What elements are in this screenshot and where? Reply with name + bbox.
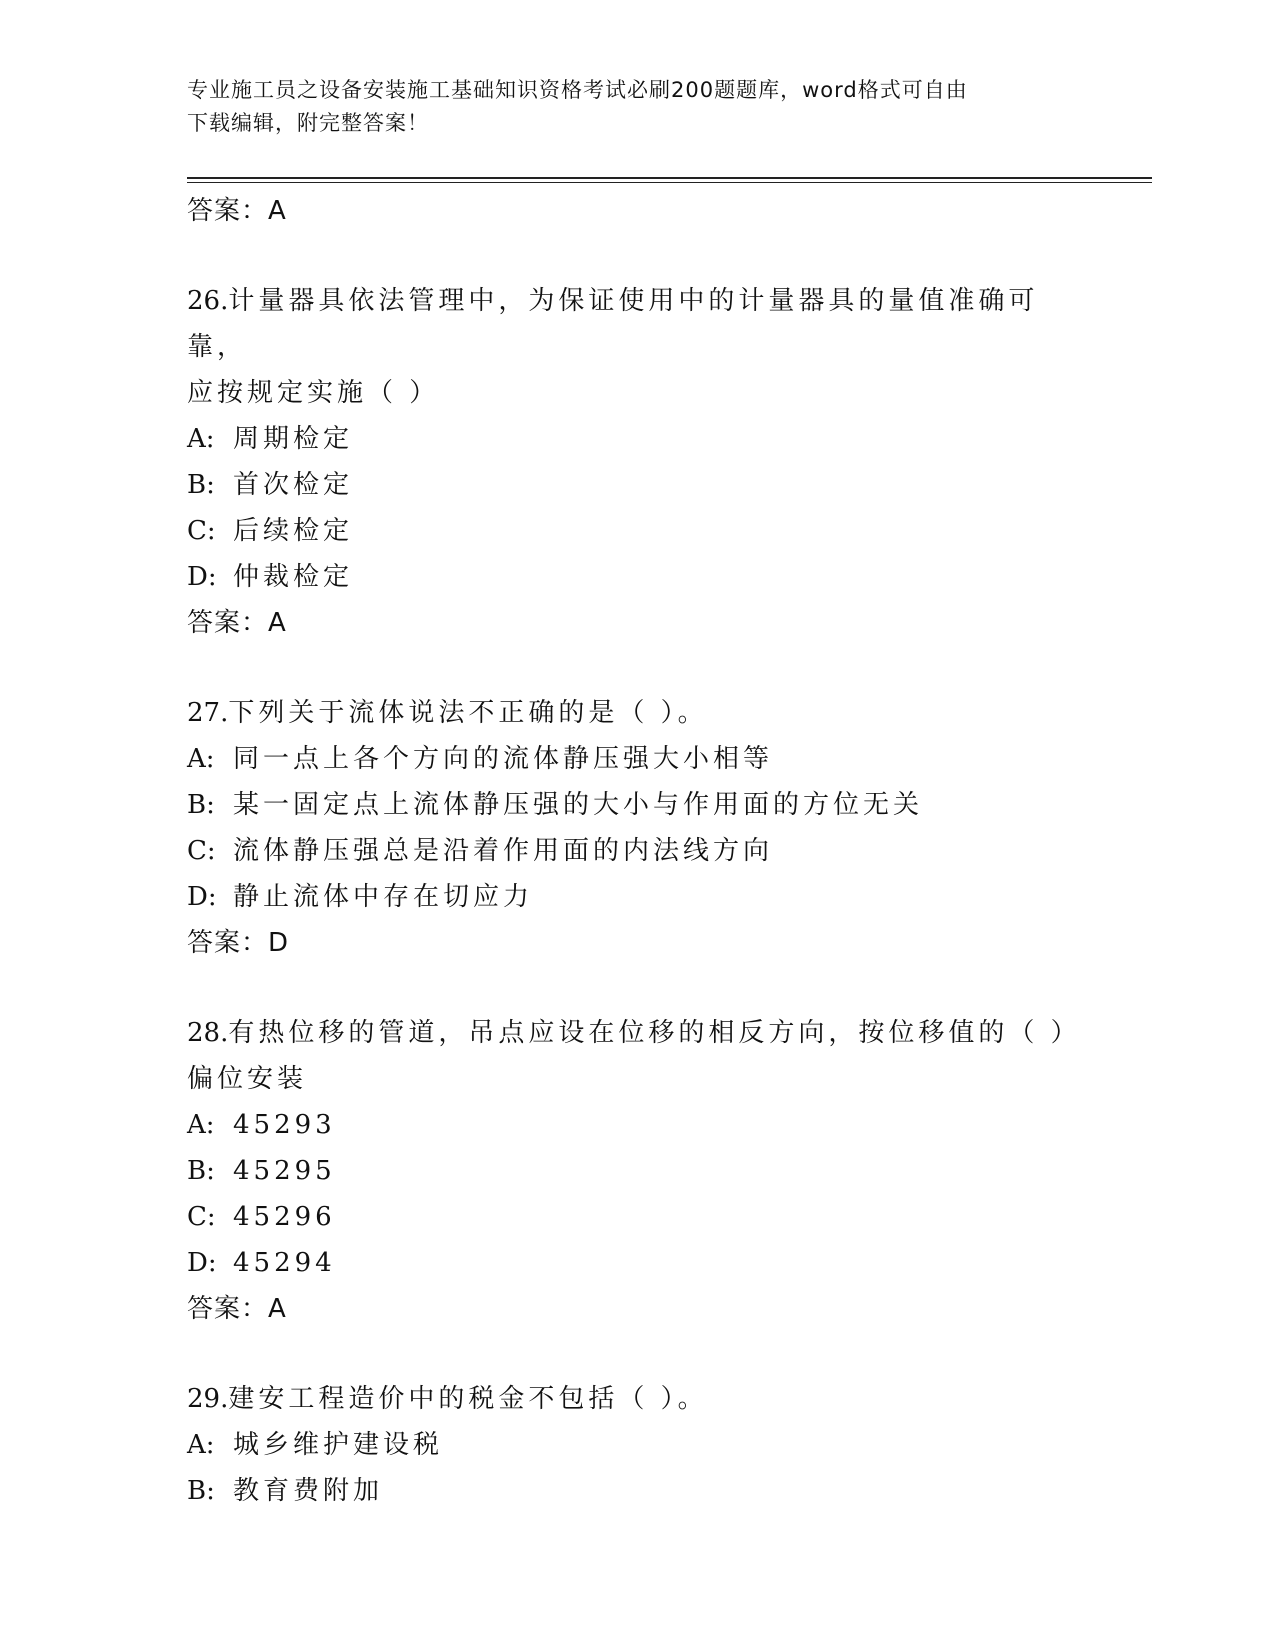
option-c: C: 后续检定 [187,516,354,546]
option-c: C: 45296 [187,1202,336,1232]
spacer [187,966,1087,1010]
option-a: A: 同一点上各个方向的流体静压强大小相等 [187,744,774,774]
question-number: 29. [187,1384,229,1414]
option-b: B: 某一固定点上流体静压强的大小与作用面的方位无关 [187,790,924,820]
question-list [187,188,1087,1514]
question-text: 28.有热位移的管道，吊点应设在位移的相反方向，按位移值的（ ） [187,1018,1081,1048]
question-number: 27. [187,698,229,728]
question-text: 27.下列关于流体说法不正确的是（ ）。 [187,698,708,728]
spacer [187,234,1087,278]
answer-line [187,1286,1087,1332]
answer-label: 答案： [187,928,269,958]
spacer [187,1332,1087,1376]
answer-value: D [268,928,290,958]
question-28 [187,1010,1087,1332]
answer-label: 答案： [187,196,269,226]
header-rule-thin [187,182,1152,183]
option-c: C: 流体静压强总是沿着作用面的内法线方向 [187,836,774,866]
page-header [187,74,1067,140]
question-text: 29.建安工程造价中的税金不包括（ ）。 [187,1384,708,1414]
answer-line [187,920,1087,966]
question-text-continued: 应按规定实施（ ） [187,378,440,408]
question-27 [187,690,1087,966]
question-text-continued: 偏位安装 [187,1064,308,1094]
question-number: 28. [187,1018,229,1048]
answer-value: A [268,196,287,226]
option-b: B: 45295 [187,1156,336,1186]
answer-value: A [268,1294,287,1324]
header-line-2: 下载编辑，附完整答案！ [187,111,429,135]
question-number: 26. [187,286,229,316]
answer-line [187,188,1087,234]
option-d: D: 静止流体中存在切应力 [187,882,534,912]
answer-value: A [268,608,287,638]
question-29 [187,1376,1087,1514]
spacer [187,646,1087,690]
option-d: D: 仲裁检定 [187,562,354,592]
option-d: D: 45294 [187,1248,336,1278]
question-text: 26.计量器具依法管理中，为保证使用中的计量器具的量值准确可靠， [187,286,1039,362]
option-a: A: 周期检定 [187,424,354,454]
header-line-1: 专业施工员之设备安装施工基础知识资格考试必刷200题题库，word格式可自由 [187,78,968,102]
option-b: B: 首次检定 [187,470,354,500]
option-a: A: 45293 [187,1110,336,1140]
header-rule [187,177,1152,179]
option-a: A: 城乡维护建设税 [187,1430,444,1460]
option-b: B: 教育费附加 [187,1476,384,1506]
question-26 [187,278,1087,646]
answer-line [187,600,1087,646]
answer-label: 答案： [187,608,269,638]
answer-label: 答案： [187,1294,269,1324]
